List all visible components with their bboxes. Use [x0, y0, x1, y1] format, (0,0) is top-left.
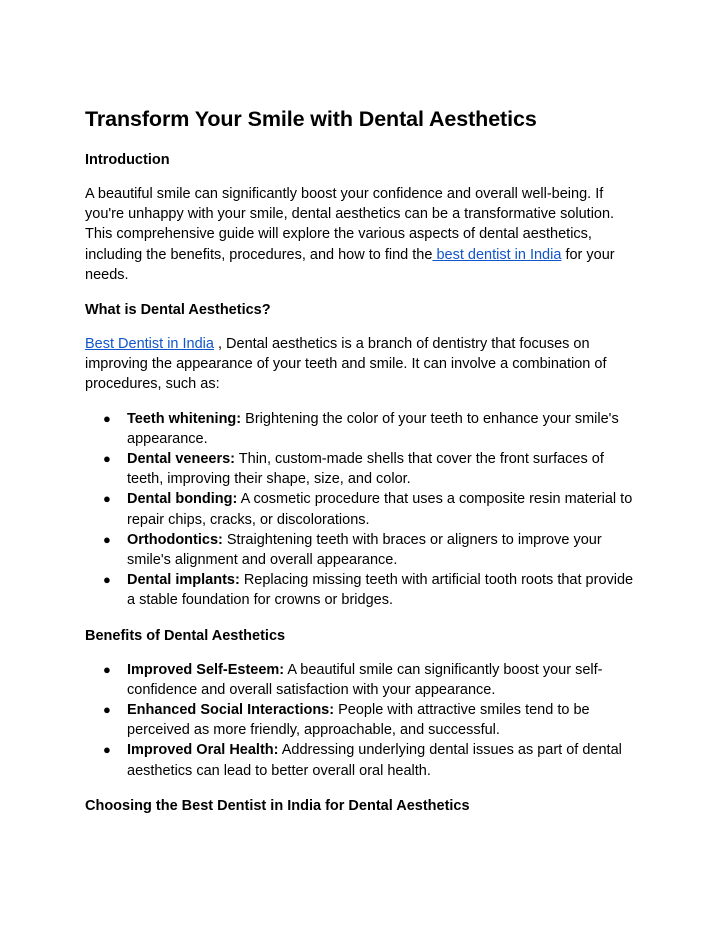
section-heading-benefits: Benefits of Dental Aesthetics — [85, 627, 286, 644]
list-item-term: Teeth whitening: — [127, 410, 242, 427]
benefits-list — [85, 660, 640, 781]
list-item-desc: A beautiful smile can significantly boost your self-confidence and overall satisfaction with your appearance. — [127, 661, 603, 698]
best-dentist-india-link[interactable]: Best Dentist in India — [85, 336, 214, 353]
procedures-list — [85, 409, 640, 611]
list-item-desc: Thin, custom-made shells that cover the front surfaces of teeth, improving their shape, size, and color. — [127, 451, 604, 488]
bullet-icon: ● — [103, 491, 111, 507]
list-item-term: Dental implants: — [127, 572, 240, 589]
list-item — [85, 489, 640, 529]
list-item — [85, 740, 640, 780]
list-item-term: Dental bonding: — [127, 491, 238, 508]
list-item — [85, 700, 640, 740]
document-page — [85, 104, 640, 816]
list-item-desc: Replacing missing teeth with artificial tooth roots that provide a stable foundation for crowns or bridges. — [127, 572, 634, 609]
what-is-text: , Dental aesthetics is a branch of dentistry that focuses on improving the appearance of your teeth and smile. It can involve a combination of procedures, such as: — [85, 336, 607, 393]
list-item — [85, 530, 640, 570]
list-item — [85, 409, 640, 449]
list-item-term: Enhanced Social Interactions: — [127, 702, 335, 719]
section-heading-introduction: Introduction — [85, 152, 170, 168]
list-item — [85, 449, 640, 489]
list-item — [85, 660, 640, 700]
list-item-desc: Brightening the color of your teeth to enhance your smile's appearance. — [127, 410, 619, 447]
section-heading-choosing: Choosing the Best Dentist in India for Dental Aesthetics — [85, 797, 470, 814]
list-item-term: Improved Oral Health: — [127, 742, 279, 759]
list-item-desc: People with attractive smiles tend to be perceived as more friendly, approachable, and successful. — [127, 702, 590, 739]
bullet-icon: ● — [103, 410, 111, 426]
bullet-icon: ● — [103, 451, 111, 467]
intro-text: A beautiful smile can significantly boost your confidence and overall well-being. If you're unhappy with your smile, dental aesthetics can be a transformative solution. This comprehensive guide will explore the various aspects of dental aesthetics, including the benefits, procedures, and how to find the — [85, 186, 615, 263]
list-item-term: Dental veneers: — [127, 451, 235, 468]
bullet-icon: ● — [103, 702, 111, 718]
what-is-paragraph — [85, 334, 640, 395]
bullet-icon: ● — [103, 531, 111, 547]
list-item-term: Improved Self-Esteem: — [127, 661, 285, 678]
list-item — [85, 570, 640, 610]
list-item-desc: A cosmetic procedure that uses a composite resin material to repair chips, cracks, or discolorations. — [127, 491, 633, 528]
list-item-term: Orthodontics: — [127, 531, 223, 548]
bullet-icon: ● — [103, 572, 111, 588]
section-heading-what-is: What is Dental Aesthetics? — [85, 302, 271, 319]
intro-text-end: for your needs. — [85, 246, 615, 283]
best-dentist-link[interactable]: best dentist in India — [432, 246, 562, 263]
list-item-desc: Straightening teeth with braces or aligners to improve your smile's alignment and overall appearance. — [127, 531, 602, 569]
intro-paragraph — [85, 184, 640, 285]
list-item-desc: Addressing underlying dental issues as part of dental aesthetics can lead to better overall oral health. — [127, 742, 622, 779]
page-title: Transform Your Smile with Dental Aesthetics — [85, 107, 537, 131]
bullet-icon: ● — [103, 742, 111, 758]
bullet-icon: ● — [103, 661, 111, 677]
